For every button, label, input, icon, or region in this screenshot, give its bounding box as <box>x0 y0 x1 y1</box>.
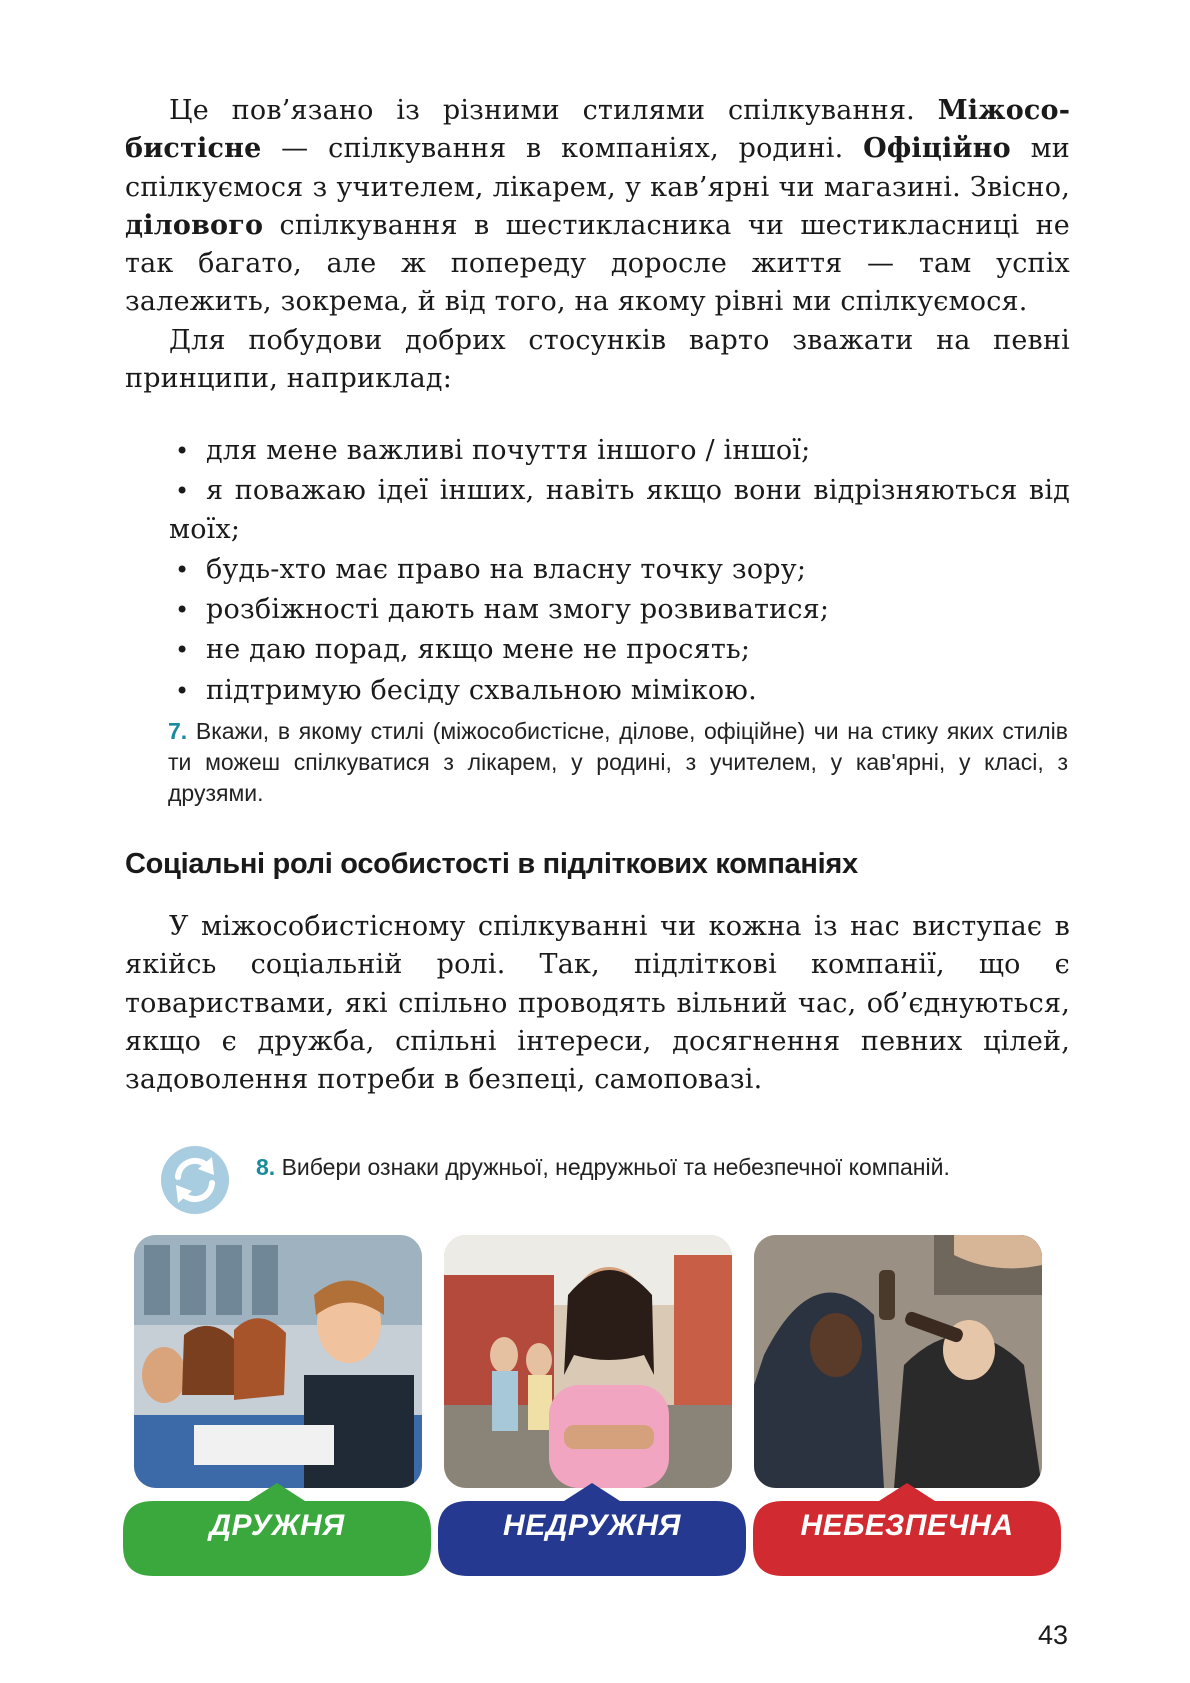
bold-term-official: Офіційно <box>863 133 1011 165</box>
cycle-arrows-icon <box>160 1145 230 1215</box>
list-item <box>125 551 1070 589</box>
list-item <box>125 472 1070 549</box>
list-item-text: підтримую бесіду схвальною мімікою. <box>206 674 757 706</box>
text-run: — спілкування в компаніях, родині. <box>261 133 864 165</box>
principles-list <box>125 432 1070 712</box>
intro-paragraph-1 <box>125 92 1070 322</box>
list-item <box>125 631 1070 669</box>
bullet-dot-icon: • <box>175 676 190 705</box>
list-item-text: для мене важливі почуття іншого / іншої; <box>206 435 811 466</box>
photo-dangerous-group <box>754 1235 1042 1488</box>
label-friendly-text: ДРУЖНЯ <box>209 1509 345 1542</box>
bullet-dot-icon: • <box>175 636 190 665</box>
bullet-dot-icon: • <box>175 477 190 506</box>
bullet-dot-icon: • <box>175 437 190 465</box>
list-item-text: я поважаю ідеї інших, навіть якщо вони відрізняються від моїх; <box>169 475 1070 545</box>
task-text: Вибери ознаки дружньої, недружньої та небезпечної компаній. <box>281 1154 950 1180</box>
bold-term-business: ділового <box>125 209 264 241</box>
label-friendly-text-box <box>123 1483 431 1576</box>
list-item-text: не даю порад, якщо мене не просять; <box>206 634 751 666</box>
label-dangerous-text: НЕБЕЗПЕЧНА <box>800 1509 1014 1542</box>
bullet-dot-icon: • <box>175 555 190 584</box>
task-8 <box>256 1152 1068 1183</box>
section-body <box>125 908 1070 1099</box>
text-run: Це пов’язано із різними стилями спілкування. <box>169 95 938 126</box>
section-title: Соціальні ролі особистості в підліткових компаніях <box>125 848 858 880</box>
list-item <box>125 432 1070 470</box>
task-number: 7. <box>168 718 188 744</box>
photo-unfriendly-girl <box>444 1235 732 1488</box>
text-run: спілкування в шестикласника чи шестикласниці не так багато, але ж попереду доросле життя — там успіх залежить, зокрема, й від того, на якому рівні ми спілкуємося. <box>125 209 1070 318</box>
task-text: Вкажи, в якому стилі (міжособистісне, ділове, офіційне) чи на стику яких стилів ти можеш спілкуватися з лікарем, у родині, з учителем, у кав'ярні, у класі, з друзями. <box>168 718 1069 806</box>
bullet-dot-icon: • <box>175 596 190 625</box>
intro-paragraph-2: Для побудови добрих стосунків варто зважати на певні принципи, наприклад: <box>125 324 1070 395</box>
task-number: 8. <box>256 1154 276 1180</box>
list-item <box>125 672 1070 710</box>
label-unfriendly-text: НЕДРУЖНЯ <box>503 1509 681 1542</box>
list-item <box>125 591 1070 629</box>
label-dangerous-text-box <box>753 1483 1061 1576</box>
photo-friendly-group <box>134 1235 422 1488</box>
label-unfriendly-text-box <box>438 1483 746 1576</box>
intro-text <box>125 92 1070 398</box>
bold-term-interpersonal: Міжособистісне <box>125 95 1070 165</box>
list-item-text: розбіжності дають нам змогу розвиватися; <box>206 594 830 626</box>
list-item-text: будь-хто має право на власну точку зору; <box>206 553 807 585</box>
section-paragraph: У міжособистісному спілкуванні чи кожна із нас виступає в якійсь соціальній ролі. Так, підліткові компанії, що є товариствами, які спільно проводять вільний час, об’єднуються, якщо є дружба, спільні інтереси, досягнення певних цілей, задоволення потреби в безпеці, самоповазі. <box>125 911 1070 1096</box>
task-7 <box>168 716 1068 809</box>
page-number: 43 <box>1038 1620 1069 1650</box>
text-run: ми спілкуємося з учителем, лікарем, у кав’ярні чи магазині. Звісно, <box>125 133 1070 203</box>
